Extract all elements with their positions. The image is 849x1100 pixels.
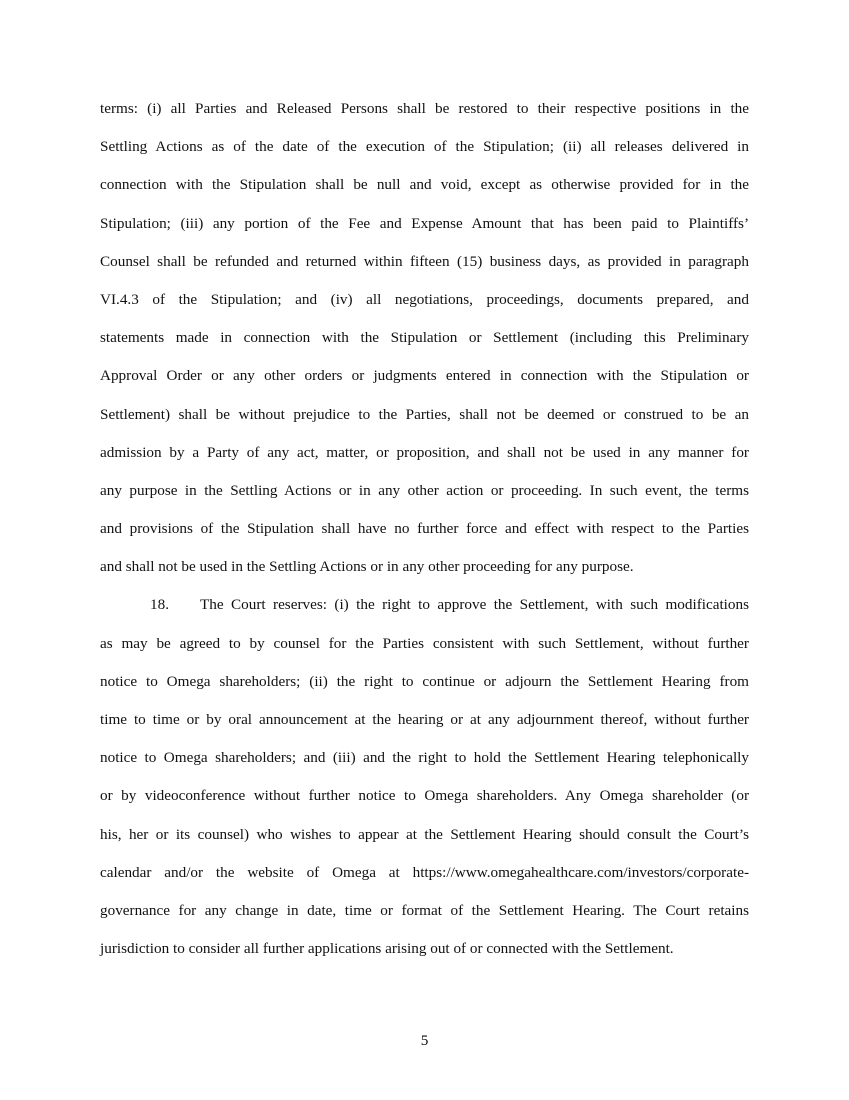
paragraph-17-line: Settlement) shall be without prejudice to the Parties, shall not be deemed or construed to be an: [100, 405, 749, 423]
paragraph-18-line: notice to Omega shareholders; and (iii) and the right to hold the Settlement Hearing telephonically: [100, 749, 749, 767]
paragraph-18-line: as may be agreed to by counsel for the Parties consistent with such Settlement, without further: [100, 634, 749, 652]
paragraph-18-line: notice to Omega shareholders; (ii) the right to continue or adjourn the Settlement Hearing from: [100, 672, 749, 690]
paragraph-17-line: and shall not be used in the Settling Actions or in any other proceeding for any purpose.: [100, 558, 634, 576]
paragraph-17-line: Settling Actions as of the date of the execution of the Stipulation; (ii) all releases delivered in: [100, 138, 749, 156]
paragraph-number: 18.: [150, 596, 169, 614]
paragraph-17-line: Approval Order or any other orders or judgments entered in connection with the Stipulation or: [100, 367, 749, 385]
paragraph-18-line: jurisdiction to consider all further applications arising out of or connected with the Settlement.: [100, 940, 674, 958]
paragraph-17-line: any purpose in the Settling Actions or in any other action or proceeding. In such event, the terms: [100, 481, 749, 499]
paragraph-18-line: calendar and/or the website of Omega at https://www.omegahealthcare.com/investors/corporate-: [100, 863, 749, 881]
paragraph-18-first-line: [100, 592, 749, 630]
paragraph-18-first-line-text: The Court reserves: (i) the right to approve the Settlement, with such modifications: [200, 596, 749, 614]
paragraph-17-line: terms: (i) all Parties and Released Persons shall be restored to their respective positions in the: [100, 100, 749, 117]
paragraph-17-line: Counsel shall be refunded and returned within fifteen (15) business days, as provided in paragraph: [100, 252, 749, 270]
paragraph-17-line: and provisions of the Stipulation shall have no further force and effect with respect to the Parties: [100, 520, 749, 538]
paragraph-17-line: Stipulation; (iii) any portion of the Fee and Expense Amount that has been paid to Plaintiffs’: [100, 214, 749, 232]
paragraph-17-line: connection with the Stipulation shall be null and void, except as otherwise provided for in the: [100, 176, 749, 194]
paragraph-18-line: or by videoconference without further notice to Omega shareholders. Any Omega shareholder (or: [100, 787, 749, 805]
paragraph-17-line: VI.4.3 of the Stipulation; and (iv) all negotiations, proceedings, documents prepared, and: [100, 290, 749, 308]
document-body: [100, 96, 749, 974]
paragraph-17-line: admission by a Party of any act, matter, or proposition, and shall not be used in any manner for: [100, 443, 749, 461]
page-number: 5: [420, 1032, 429, 1049]
paragraph-18-line: his, her or its counsel) who wishes to appear at the Settlement Hearing should consult the Court’s: [100, 825, 749, 843]
paragraph-18-line: time to time or by oral announcement at the hearing or at any adjournment thereof, without further: [100, 711, 749, 728]
paragraph-18-line: governance for any change in date, time or format of the Settlement Hearing. The Court retains: [100, 901, 749, 919]
paragraph-17-line: statements made in connection with the Stipulation or Settlement (including this Preliminary: [100, 329, 749, 347]
